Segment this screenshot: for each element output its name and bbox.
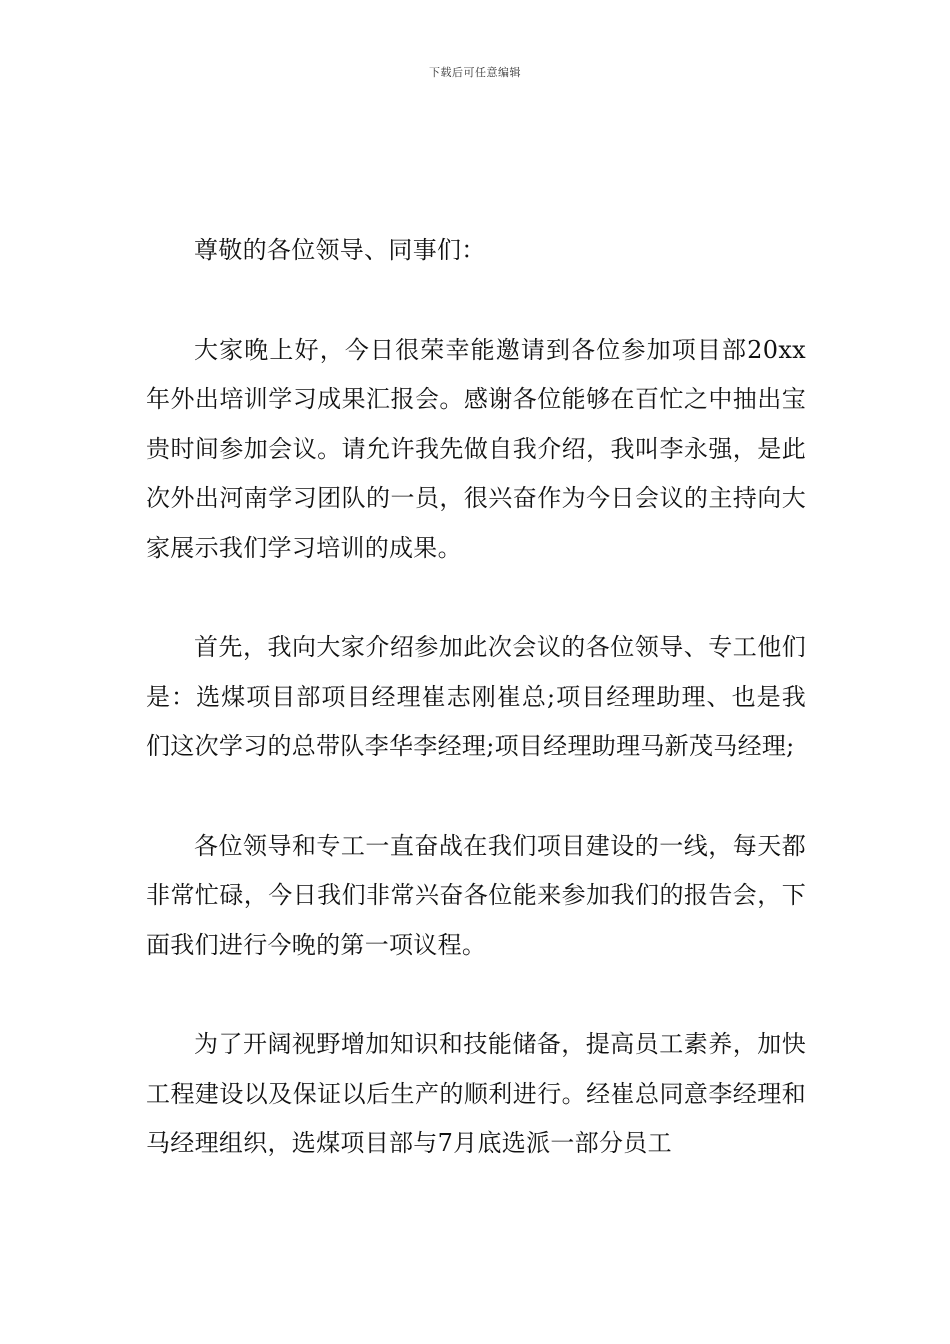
greeting: 尊敬的各位领导、同事们： — [194, 236, 486, 264]
header-note: 下载后可任意编辑 — [429, 66, 521, 79]
paragraph-thanks: 各位领导和专工一直奋战在我们项目建设的一线，每天都非常忙碌，今日我们非常兴奋各位能来参加我们的报告会，下面我们进行今晚的第一项议程。 — [146, 831, 806, 959]
paragraph-leaders: 首先，我向大家介绍参加此次会议的各位领导、专工他们是：选煤项目部项目经理崔志刚崔总;项目经理助理、也是我们这次学习的总带队李华李经理;项目经理助理马新茂马经理; — [146, 633, 806, 760]
document-body — [146, 226, 806, 1219]
paragraph-intro: 大家晚上好，今日很荣幸能邀请到各位参加项目部20xx年外出培训学习成果汇报会。感谢各位能够在百忙之中抽出宝贵时间参加会议。请允许我先做自我介绍，我叫李永强，是此次外出河南学习团队的一员，很兴奋作为今日会议的主持向大家展示我们学习培训的成果。 — [146, 335, 806, 562]
paragraph-training: 为了开阔视野增加知识和技能储备，提高员工素养，加快工程建设以及保证以后生产的顺利进行。经崔总同意李经理和马经理组织，选煤项目部与7月底选派一部分员工 — [146, 1030, 806, 1157]
